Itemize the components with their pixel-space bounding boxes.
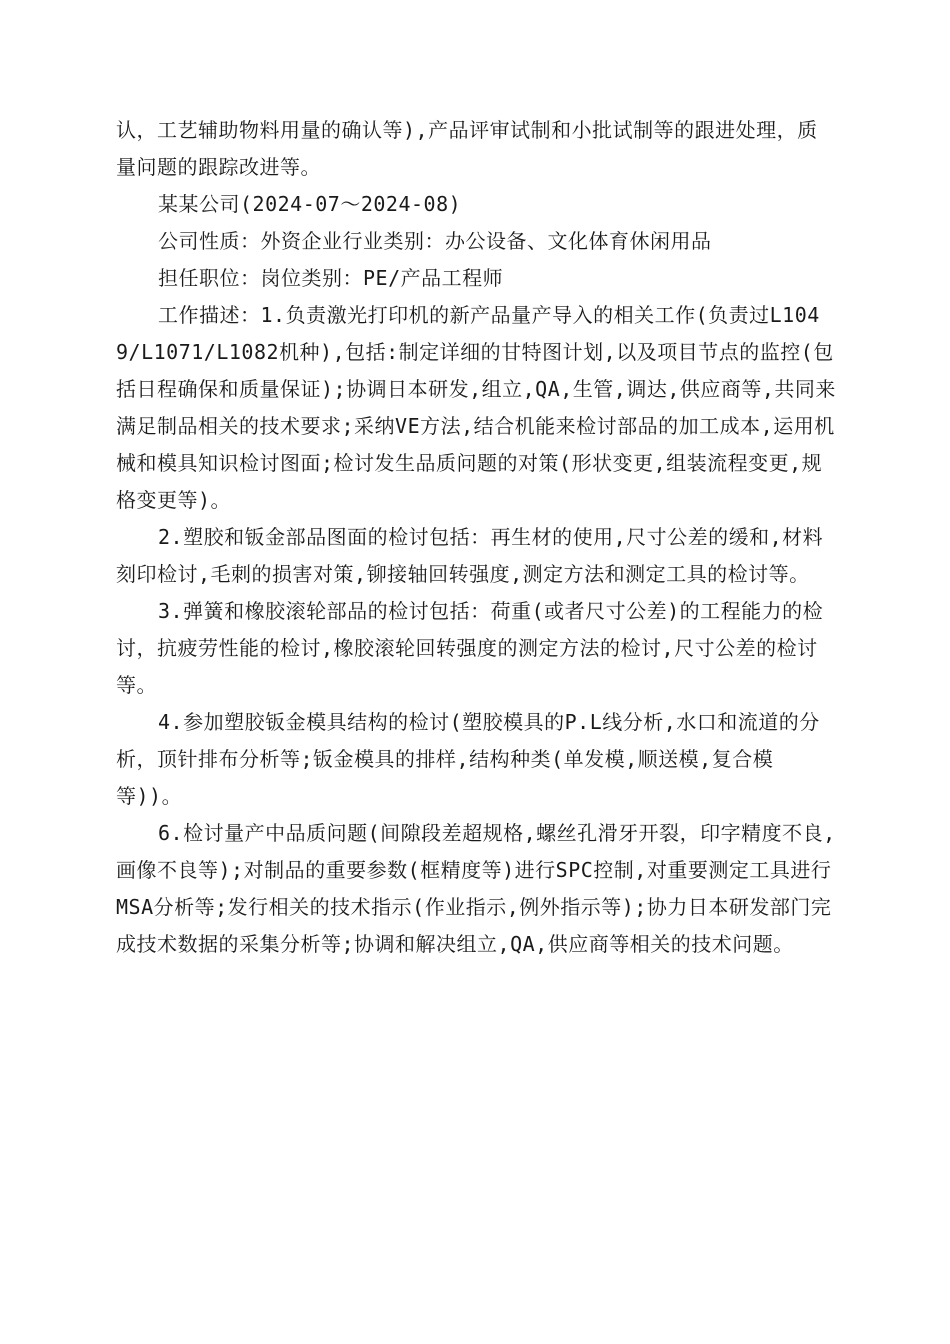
- company-nature: 公司性质：外资企业行业类别：办公设备、文化体育休闲用品: [158, 229, 712, 253]
- document-body: [116, 112, 836, 963]
- job-description-item-4: 4.参加塑胶钣金模具结构的检讨(塑胶模具的P.L线分析,水口和流道的分析，顶针排布分析等;钣金模具的排样,结构种类(单发模,顺送模,复合模等))。: [116, 710, 820, 808]
- job-description-item-2: 2.塑胶和钣金部品图面的检讨包括：再生材的使用,尺寸公差的缓和,材料刻印检讨,毛刺的损害对策,铆接轴回转强度,测定方法和测定工具的检讨等。: [116, 525, 824, 586]
- paragraph-continued-duties: 认，工艺辅助物料用量的确认等),产品评审试制和小批试制等的跟进处理，质量问题的跟踪改进等。: [116, 118, 818, 179]
- job-description-item-3: 3.弹簧和橡胶滚轮部品的检讨包括：荷重(或者尺寸公差)的工程能力的检讨，抗疲劳性能的检讨,橡胶滚轮回转强度的测定方法的检讨,尺寸公差的检讨等。: [116, 599, 824, 697]
- job-description-item-6: 6.检讨量产中品质问题(间隙段差超规格,螺丝孔滑牙开裂，印字精度不良,画像不良等);对制品的重要参数(框精度等)进行SPC控制,对重要测定工具进行MSA分析等;发行相关的技术指示(作业指示,例外指示等);协力日本研发部门完成技术数据的采集分析等;协调和解决组立,QA,供应商等相关的技术问题。: [116, 821, 836, 956]
- position-held: 担任职位：岗位类别：PE/产品工程师: [158, 266, 504, 290]
- company-name-period: 某某公司(2024-07～2024-08): [158, 192, 462, 216]
- job-description-item-1: 工作描述：1.负责激光打印机的新产品量产导入的相关工作(负责过L1049/L1071/L1082机种),包括:制定详细的甘特图计划,以及项目节点的监控(包括日程确保和质量保证);协调日本研发,组立,QA,生管,调达,供应商等,共同来满足制品相关的技术要求;采纳VE方法,结合机能来检讨部品的加工成本,运用机械和模具知识检讨图面;检讨发生品质问题的对策(形状变更,组装流程变更,规格变更等)。: [116, 303, 836, 512]
